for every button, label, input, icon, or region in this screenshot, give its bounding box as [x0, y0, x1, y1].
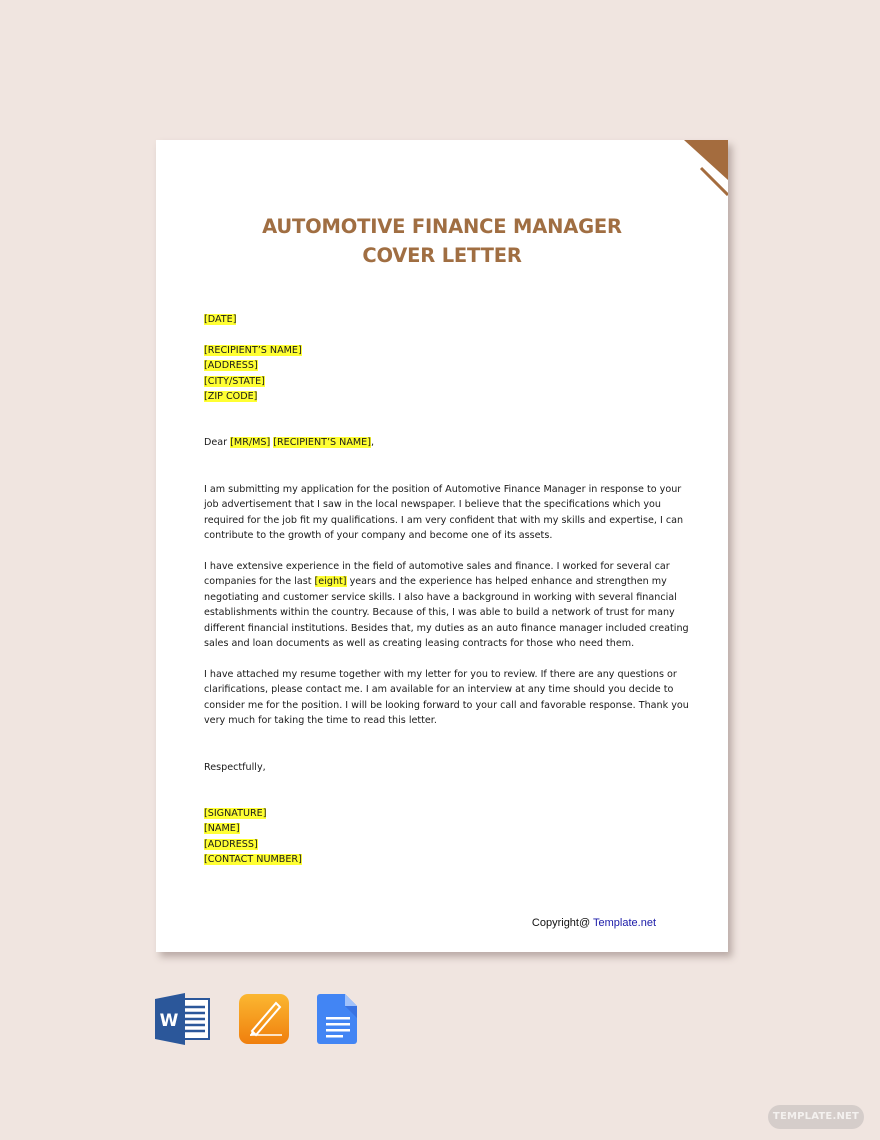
text-segment: years and the experience has helped enhance and strengthen my [346, 576, 667, 588]
paragraph-line: negotiating and customer service skills. I also have a background in working with several financial [204, 591, 677, 603]
paragraph-line: I have extensive experience in the field of automotive sales and finance. I worked for several car [204, 561, 670, 572]
template-net-watermark: TEMPLATE.NET [768, 1105, 864, 1129]
closing [204, 760, 664, 775]
google-docs-icon[interactable] [317, 993, 359, 1045]
signature-placeholder: [SIGNATURE] [204, 808, 267, 819]
paragraph-line: required for the job fit my qualifications. I am very confident that with my skills and expertise, I can [204, 514, 684, 526]
sender-address-placeholder: [ADDRESS] [204, 838, 258, 850]
recipient-name-placeholder: [RECIPIENT’S NAME] [204, 345, 302, 356]
paragraph-line: sales and loan documents as well as creating leasing contracts for those who need them. [204, 638, 635, 650]
svg-text:W: W [159, 1011, 179, 1031]
date-placeholder: [DATE] [204, 314, 237, 325]
recipient-zip-placeholder: [ZIP CODE] [204, 391, 258, 403]
recipient-address-block [204, 343, 664, 405]
salutation-prefix: Dear [204, 437, 231, 448]
signature-block [204, 806, 664, 868]
salutation-name-placeholder: [RECIPIENT’S NAME] [273, 437, 371, 448]
salutation [204, 435, 664, 450]
paragraph-line [204, 574, 667, 589]
paragraph-line: clarifications, please contact me. I am available for an interview at any time should you decide to [204, 684, 674, 696]
copyright-prefix: Copyright@ [531, 917, 594, 929]
paragraph-line: job advertisement that I saw in the local newspaper. I believe that the specifications which you [204, 499, 662, 511]
corner-decoration-icon [684, 140, 728, 196]
apple-pages-icon[interactable] [238, 993, 290, 1045]
paragraph-line: contribute to the growth of your company and become one of its assets. [204, 530, 553, 542]
title-line-1: AUTOMOTIVE FINANCE MANAGER [262, 215, 622, 238]
salutation-title-placeholder: [MR/MS] [230, 437, 271, 448]
paragraph-3 [204, 667, 689, 729]
paragraph-2 [204, 559, 689, 651]
copyright-notice [532, 917, 656, 929]
microsoft-word-icon[interactable] [155, 993, 211, 1045]
years-placeholder: [eight] [314, 576, 347, 588]
date-block [204, 312, 664, 327]
paragraph-line: different financial institutions. Besides that, my duties as an auto finance manager included creating [204, 622, 689, 634]
paragraph-1 [204, 482, 684, 544]
name-placeholder: [NAME] [204, 823, 240, 835]
salutation-suffix: , [371, 437, 375, 448]
paragraph-line: I am submitting my application for the position of Automotive Finance Manager in response to your [204, 484, 682, 495]
recipient-city-state-placeholder: [CITY/STATE] [204, 375, 265, 387]
recipient-address-placeholder: [ADDRESS] [204, 360, 258, 372]
paragraph-line: I have attached my resume together with my letter for you to review. If there are any questions or [204, 669, 677, 680]
paragraph-line: establishments within the country. Because of this, I was able to build a network of trust for many [204, 607, 675, 619]
text-segment: companies for the last [204, 576, 315, 588]
paragraph-line: consider me for the position. I will be looking forward to your call and favorable response. Thank you [204, 699, 689, 711]
paragraph-line: very much for taking the time to read this letter. [204, 715, 437, 727]
document-page [156, 140, 728, 952]
document-title [156, 212, 728, 270]
contact-number-placeholder: [CONTACT NUMBER] [204, 854, 302, 866]
template-net-link[interactable]: Template.net [593, 917, 656, 929]
title-line-2: COVER LETTER [362, 244, 522, 267]
closing-text: Respectfully, [204, 762, 266, 773]
app-icons-row [155, 993, 365, 1045]
